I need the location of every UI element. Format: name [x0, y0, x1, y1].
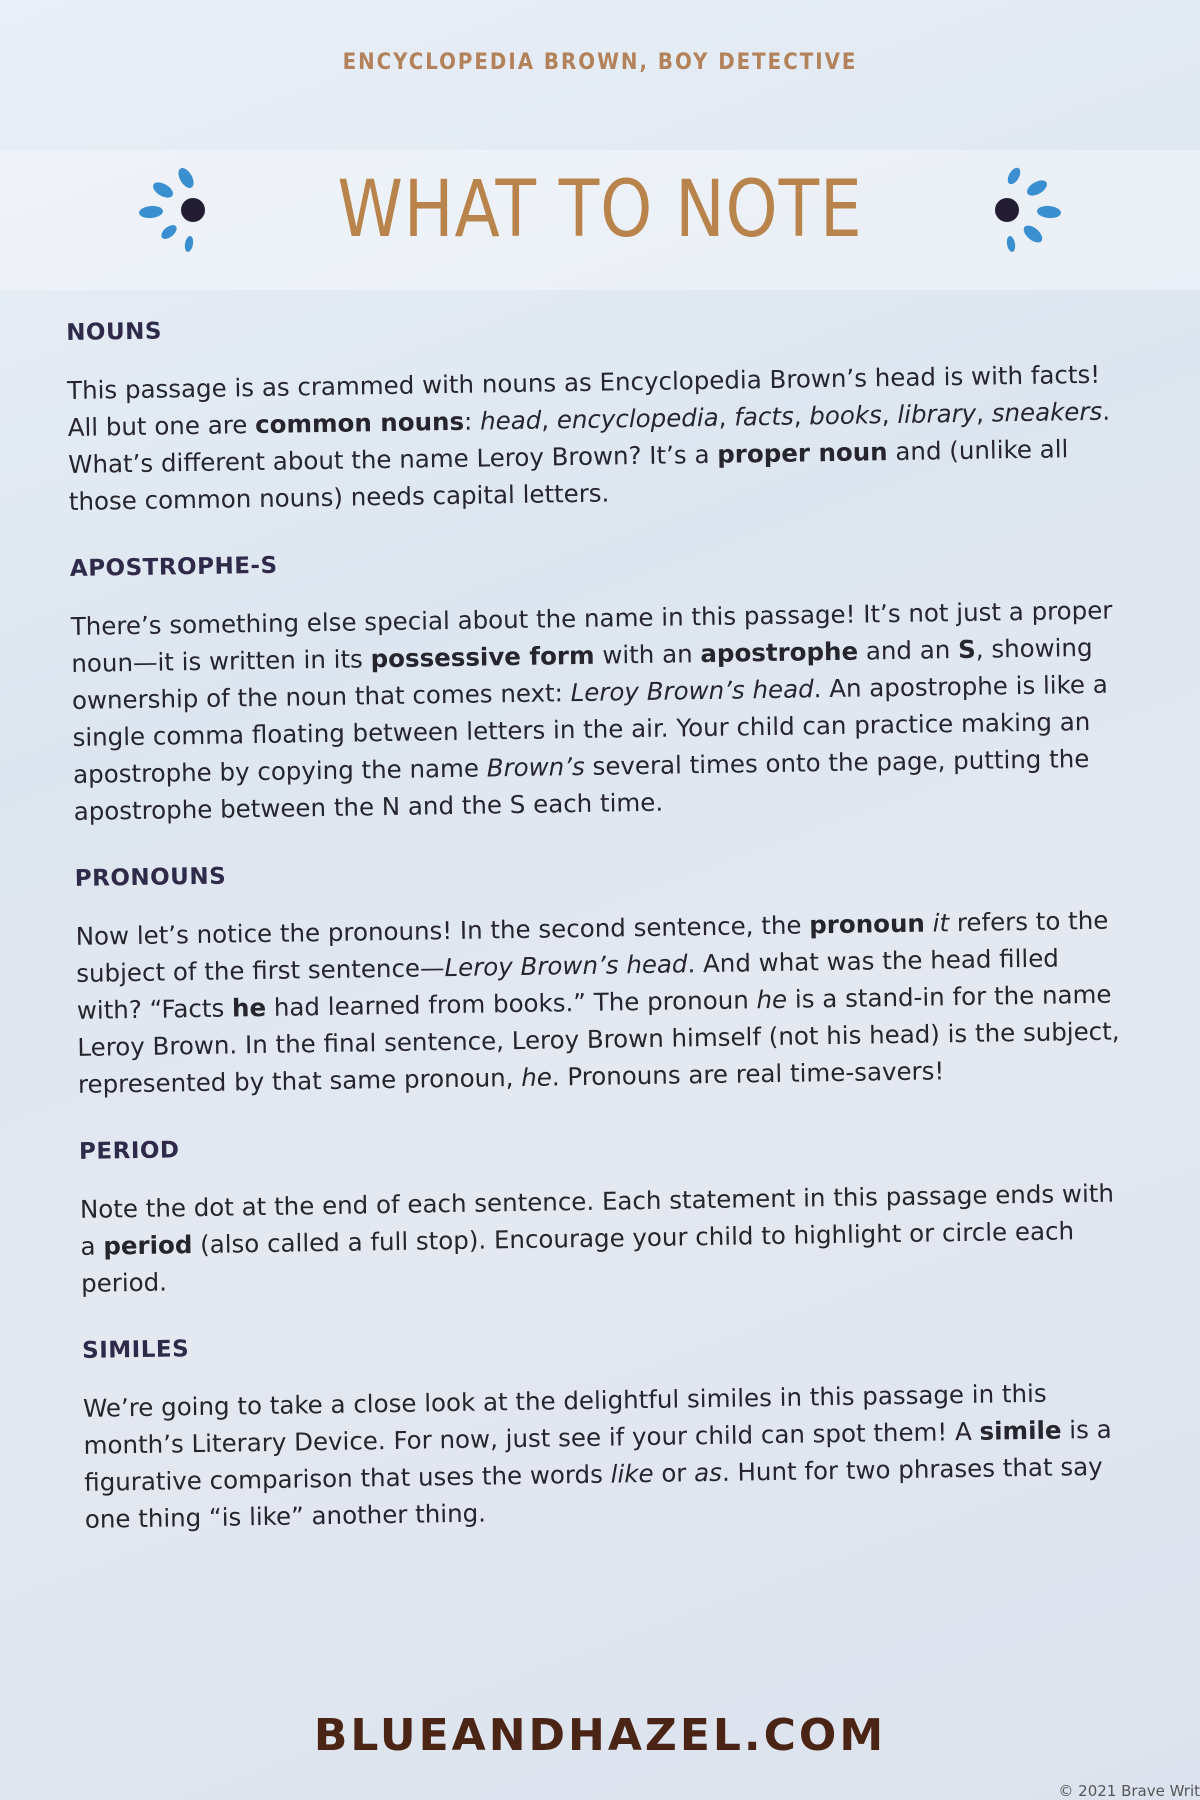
- bold-term: pronoun: [809, 908, 926, 940]
- italic-term: Brown’s: [486, 751, 585, 783]
- section-body: [67, 356, 1119, 520]
- body-text: . Hunt for two phrases that say one thing “is like” another thing.: [84, 1451, 1103, 1534]
- italic-term: it: [932, 908, 950, 938]
- body-text: , showing ownership of the noun that comes next:: [71, 632, 1093, 715]
- italic-term: as: [693, 1457, 723, 1488]
- section-nouns: [66, 304, 1119, 520]
- italic-term: he: [756, 984, 788, 1015]
- body-text: ,: [975, 398, 992, 428]
- italic-term: Leroy Brown’s head: [444, 949, 688, 983]
- italic-term: Leroy Brown’s head: [570, 674, 814, 708]
- section-heading: APOSTROPHE-S: [69, 552, 278, 582]
- body-text: We’re going to take a close look at the delightful similes in this passage in this month’s Literary Device. For now, just see if your child can spot them! A: [82, 1378, 1047, 1460]
- body-text: This passage is as crammed with nouns as Encyclopedia Brown’s head is with facts! All but one are: [66, 359, 1101, 442]
- left-burst-icon: [131, 160, 221, 260]
- section-body: [71, 591, 1124, 829]
- sections-list: [66, 304, 1136, 1574]
- body-text: . And what was the head filled with? “Facts: [76, 943, 1060, 1025]
- body-text: ,: [541, 405, 558, 435]
- body-text: Note the dot at the end of each sentence. Each statement in this passage ends with a: [79, 1178, 1115, 1261]
- italic-term: sneakers: [991, 396, 1103, 428]
- section-pronouns: [75, 849, 1129, 1102]
- body-text: (also called a full stop). Encourage your child to highlight or circle each period.: [80, 1216, 1075, 1298]
- body-text: Now let’s notice the pronouns! In the second sentence, the: [75, 910, 810, 951]
- italic-term: facts: [734, 401, 794, 432]
- copyright-text: © 2021 Brave Writ: [1058, 1782, 1200, 1800]
- bold-term: proper noun: [717, 437, 888, 469]
- body-text: :: [463, 406, 481, 436]
- page-title: WHAT TO NOTE: [337, 165, 863, 255]
- right-burst-icon: [979, 160, 1069, 260]
- section-apostrophe-s: [70, 539, 1124, 829]
- body-text: with an: [594, 639, 701, 670]
- body-text: several times onto the page, putting the apostrophe between the N and the S each time.: [73, 743, 1090, 826]
- body-text: had learned from books.” The pronoun: [265, 985, 757, 1022]
- section-period: [79, 1122, 1131, 1301]
- section-heading: NOUNS: [66, 318, 163, 346]
- body-text: ,: [793, 401, 810, 431]
- section-similes: [82, 1321, 1135, 1537]
- body-text: and an: [857, 635, 959, 666]
- bold-term: possessive form: [370, 640, 595, 674]
- bold-term: period: [103, 1230, 193, 1261]
- section-body: [80, 1174, 1132, 1301]
- body-text: . Pronouns are real time-savers!: [551, 1056, 945, 1092]
- body-text: ,: [881, 399, 898, 430]
- italic-term: he: [520, 1062, 553, 1092]
- series-title: ENCYCLOPEDIA BROWN, BOY DETECTIVE: [342, 50, 858, 75]
- bold-term: common nouns: [254, 406, 465, 440]
- section-body: [83, 1373, 1135, 1537]
- section-body: [75, 901, 1128, 1102]
- bold-term: simile: [979, 1415, 1062, 1446]
- section-heading: PRONOUNS: [74, 863, 227, 892]
- body-text: or: [653, 1458, 695, 1488]
- bold-term: S: [957, 634, 976, 665]
- title-row: [0, 150, 1200, 270]
- bold-term: apostrophe: [700, 636, 859, 669]
- section-heading: PERIOD: [78, 1137, 180, 1165]
- italic-term: encyclopedia: [556, 402, 719, 435]
- body-text: ,: [718, 402, 735, 432]
- body-text: . What’s different about the name Leroy Brown? It’s a: [68, 396, 1111, 479]
- body-text: There’s something else special about the name in this passage! It’s not just a proper noun—it is written in its: [70, 595, 1113, 678]
- site-watermark: BLUEANDHAZEL.COM: [313, 1710, 887, 1761]
- section-heading: SIMILES: [81, 1336, 190, 1364]
- body-text: is a figurative comparison that uses the words: [84, 1414, 1112, 1497]
- body-text: . An apostrophe is like a single comma floating between letters in the air. Your child can practice making an apostrophe by copying the name: [72, 669, 1109, 789]
- body-text: and (unlike all those common nouns) needs capital letters.: [68, 434, 1069, 516]
- body-text: refers to the subject of the first sentence—: [76, 905, 1109, 988]
- italic-term: books: [809, 400, 882, 431]
- italic-term: head: [479, 405, 542, 436]
- italic-term: like: [610, 1458, 654, 1489]
- body-text: is a stand-in for the name Leroy Brown. In the final sentence, Leroy Brown himself (not his head) is the subject, represented by that same pronoun,: [77, 979, 1120, 1099]
- bold-term: he: [231, 992, 267, 1023]
- italic-term: library: [897, 398, 977, 429]
